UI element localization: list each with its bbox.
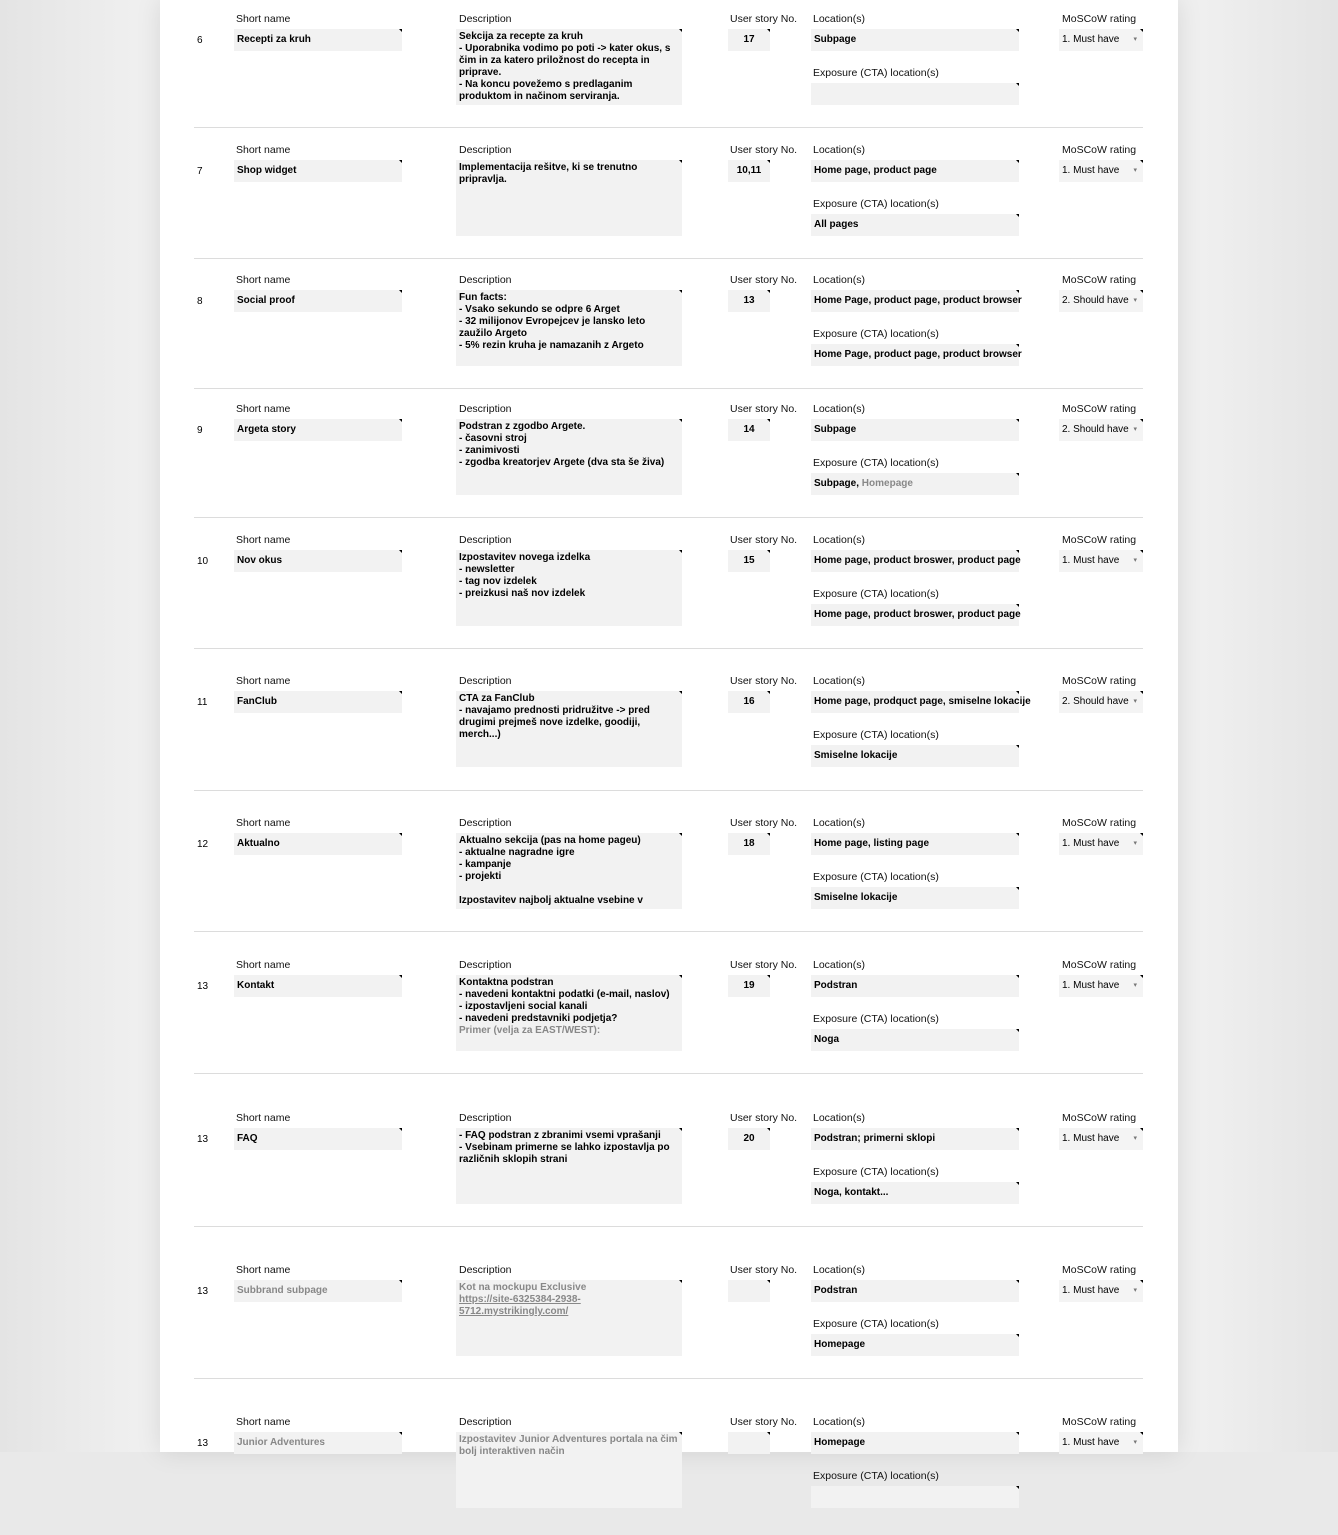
description-text: CTA za FanClub - navajamo prednosti pridružitve -> pred drugimi prejmeš nove izdelke, goodiji, merch...) — [459, 693, 650, 740]
description-text: Implementacija rešitve, ki se trenutno pripravlja. — [459, 162, 641, 185]
exposure-field[interactable] — [811, 745, 1019, 767]
row-number: 13 — [197, 1134, 209, 1145]
moscow-value: 1. Must have — [1062, 980, 1120, 991]
exposure-label: Exposure (CTA) location(s) — [813, 67, 939, 79]
exposure-label: Exposure (CTA) location(s) — [813, 457, 939, 469]
short-name-label: Short name — [236, 144, 291, 156]
user-story-field[interactable]: 17 — [728, 29, 770, 51]
row-number: 6 — [197, 35, 203, 46]
description-label: Description — [459, 13, 512, 25]
moscow-value: 1. Must have — [1062, 1437, 1120, 1448]
moscow-select[interactable] — [1059, 1128, 1143, 1150]
moscow-label: MoSCoW rating — [1062, 1112, 1137, 1124]
row-number: 12 — [197, 839, 209, 850]
chevron-down-icon: ▾ — [1133, 1135, 1137, 1142]
user-story-field[interactable]: 13 — [728, 290, 770, 312]
description-field[interactable] — [456, 1432, 682, 1508]
feature-row — [160, 1111, 1178, 1231]
moscow-value: 1. Must have — [1062, 555, 1120, 566]
exposure-text: All pages — [814, 219, 859, 230]
moscow-select[interactable] — [1059, 691, 1143, 713]
moscow-label: MoSCoW rating — [1062, 13, 1137, 25]
chevron-down-icon: ▾ — [1133, 557, 1137, 564]
user-story-label: User story No. — [730, 1416, 798, 1428]
description-field[interactable] — [456, 419, 682, 495]
locations-label: Location(s) — [813, 274, 865, 286]
moscow-label: MoSCoW rating — [1062, 403, 1137, 415]
row-divider — [194, 1226, 1143, 1227]
locations-label: Location(s) — [813, 817, 865, 829]
feature-row — [160, 402, 1178, 522]
exposure-text: Homepage — [814, 1339, 866, 1350]
moscow-value: 2. Should have — [1062, 424, 1129, 435]
moscow-value: 1. Must have — [1062, 838, 1120, 849]
feature-row — [160, 958, 1178, 1078]
user-story-field[interactable]: 18 — [728, 833, 770, 855]
short-name-label: Short name — [236, 1416, 291, 1428]
requirements-sheet — [160, 0, 1178, 1482]
locations-field[interactable]: Podstran; primerni sklopi — [811, 1128, 1019, 1150]
exposure-muted-text: Homepage — [861, 478, 913, 489]
exposure-label: Exposure (CTA) location(s) — [813, 588, 939, 600]
moscow-select[interactable] — [1059, 160, 1143, 182]
row-divider — [194, 517, 1143, 518]
description-field[interactable] — [456, 975, 682, 1051]
moscow-select[interactable] — [1059, 29, 1143, 51]
moscow-value: 1. Must have — [1062, 34, 1120, 45]
exposure-text: Subpage, — [814, 478, 862, 489]
short-name-label: Short name — [236, 13, 291, 25]
exposure-field[interactable] — [811, 1029, 1019, 1051]
description-label: Description — [459, 534, 512, 546]
locations-field[interactable]: Home Page, product page, product browser — [811, 290, 1019, 312]
description-field[interactable] — [456, 833, 682, 909]
moscow-value: 2. Should have — [1062, 696, 1129, 707]
user-story-field[interactable]: 10,11 — [728, 160, 770, 182]
exposure-field[interactable] — [811, 83, 1019, 105]
feature-row — [160, 143, 1178, 263]
description-field[interactable] — [456, 691, 682, 767]
exposure-field[interactable] — [811, 1334, 1019, 1356]
moscow-label: MoSCoW rating — [1062, 274, 1137, 286]
description-muted-text: Izpostavitev Junior Adventures portala na čim bolj interaktiven način — [459, 1434, 681, 1457]
locations-field[interactable]: Podstran — [811, 1280, 1019, 1302]
short-name-label: Short name — [236, 959, 291, 971]
user-story-field[interactable] — [728, 1280, 770, 1302]
user-story-label: User story No. — [730, 403, 798, 415]
short-name-field[interactable]: FanClub — [234, 691, 402, 713]
chevron-down-icon: ▾ — [1133, 698, 1137, 705]
chevron-down-icon: ▾ — [1133, 297, 1137, 304]
moscow-label: MoSCoW rating — [1062, 144, 1137, 156]
description-label: Description — [459, 675, 512, 687]
chevron-down-icon: ▾ — [1133, 36, 1137, 43]
user-story-field[interactable]: 14 — [728, 419, 770, 441]
moscow-value: 1. Must have — [1062, 1285, 1120, 1296]
short-name-field[interactable]: Subbrand subpage — [234, 1280, 402, 1302]
short-name-field[interactable]: Kontakt — [234, 975, 402, 997]
short-name-label: Short name — [236, 675, 291, 687]
locations-label: Location(s) — [813, 959, 865, 971]
user-story-label: User story No. — [730, 817, 798, 829]
moscow-label: MoSCoW rating — [1062, 675, 1137, 687]
row-number: 7 — [197, 166, 203, 177]
description-field[interactable] — [456, 29, 682, 105]
moscow-select[interactable] — [1059, 975, 1143, 997]
user-story-label: User story No. — [730, 675, 798, 687]
description-label: Description — [459, 817, 512, 829]
exposure-label: Exposure (CTA) location(s) — [813, 328, 939, 340]
short-name-field[interactable]: Nov okus — [234, 550, 402, 572]
description-text: Kontaktna podstran - navedeni kontaktni podatki (e-mail, naslov) - izpostavljeni social kanali - navedeni predstavniki podjetja? — [459, 977, 670, 1024]
user-story-field[interactable]: 16 — [728, 691, 770, 713]
user-story-field[interactable]: 15 — [728, 550, 770, 572]
locations-field[interactable]: Home page, product broswer, product page — [811, 550, 1019, 572]
feature-row — [160, 533, 1178, 653]
row-number: 13 — [197, 981, 209, 992]
exposure-label: Exposure (CTA) location(s) — [813, 871, 939, 883]
chevron-down-icon: ▾ — [1133, 167, 1137, 174]
exposure-field[interactable] — [811, 1486, 1019, 1508]
short-name-field[interactable]: Aktualno — [234, 833, 402, 855]
exposure-label: Exposure (CTA) location(s) — [813, 198, 939, 210]
description-field[interactable] — [456, 1128, 682, 1204]
description-text: Podstran z zgodbo Argete. - časovni stroj - zanimivosti - zgodba kreatorjev Argete (dva sta še živa) — [459, 421, 665, 468]
feature-row — [160, 674, 1178, 794]
exposure-label: Exposure (CTA) location(s) — [813, 1318, 939, 1330]
exposure-text: Noga — [814, 1034, 839, 1045]
moscow-label: MoSCoW rating — [1062, 1264, 1137, 1276]
user-story-label: User story No. — [730, 144, 798, 156]
locations-field[interactable]: Home page, product page — [811, 160, 1019, 182]
row-divider — [194, 648, 1143, 649]
exposure-label: Exposure (CTA) location(s) — [813, 1013, 939, 1025]
exposure-field[interactable] — [811, 887, 1019, 909]
user-story-label: User story No. — [730, 1264, 798, 1276]
row-divider — [194, 388, 1143, 389]
row-number: 9 — [197, 425, 203, 436]
moscow-select[interactable] — [1059, 290, 1143, 312]
description-label: Description — [459, 959, 512, 971]
moscow-select[interactable] — [1059, 419, 1143, 441]
moscow-label: MoSCoW rating — [1062, 1416, 1137, 1428]
description-muted-text: Primer (velja za EAST/WEST): — [459, 1025, 601, 1036]
exposure-field[interactable] — [811, 1182, 1019, 1204]
description-field[interactable] — [456, 550, 682, 626]
moscow-select[interactable] — [1059, 550, 1143, 572]
exposure-text: Home Page, product page, product browser — [814, 349, 1022, 360]
description-text: Aktualno sekcija (pas na home pageu) - aktualne nagradne igre - kampanje - projekti Izpostavitev najbolj aktualne vsebine v — [459, 835, 643, 906]
description-text: - FAQ podstran z zbranimi vsemi vprašanji - Vsebinam primerne se lahko izpostavlja po različnih sklopih strani — [459, 1130, 670, 1165]
row-divider — [194, 790, 1143, 791]
feature-row — [160, 273, 1178, 393]
locations-label: Location(s) — [813, 1264, 865, 1276]
exposure-label: Exposure (CTA) location(s) — [813, 1166, 939, 1178]
chevron-down-icon: ▾ — [1133, 840, 1137, 847]
user-story-label: User story No. — [730, 959, 798, 971]
moscow-select[interactable] — [1059, 1432, 1143, 1454]
description-label: Description — [459, 1264, 512, 1276]
short-name-field[interactable]: Social proof — [234, 290, 402, 312]
moscow-select[interactable] — [1059, 1280, 1143, 1302]
description-text: Izpostavitev novega izdelka - newsletter - tag nov izdelek - preizkusi naš nov izdelek — [459, 552, 591, 599]
feature-row — [160, 1263, 1178, 1383]
locations-label: Location(s) — [813, 403, 865, 415]
moscow-label: MoSCoW rating — [1062, 959, 1137, 971]
moscow-label: MoSCoW rating — [1062, 817, 1137, 829]
exposure-field[interactable] — [811, 214, 1019, 236]
locations-label: Location(s) — [813, 13, 865, 25]
short-name-field[interactable]: Shop widget — [234, 160, 402, 182]
exposure-text: Home page, product broswer, product page — [814, 609, 1021, 620]
row-number: 10 — [197, 556, 209, 567]
exposure-label: Exposure (CTA) location(s) — [813, 1470, 939, 1482]
row-divider — [194, 127, 1143, 128]
row-number: 11 — [197, 697, 208, 708]
locations-field[interactable]: Home page, prodquct page, smiselne lokacije — [811, 691, 1019, 713]
chevron-down-icon: ▾ — [1133, 426, 1137, 433]
user-story-field[interactable] — [728, 1432, 770, 1454]
exposure-field[interactable] — [811, 344, 1022, 366]
row-number: 8 — [197, 296, 203, 307]
short-name-field[interactable]: Junior Adventures — [234, 1432, 402, 1454]
description-field[interactable] — [456, 1280, 682, 1356]
moscow-select[interactable] — [1059, 833, 1143, 855]
description-field[interactable] — [456, 160, 682, 236]
short-name-label: Short name — [236, 1264, 291, 1276]
description-link[interactable]: https://site-6325384-2938-5712.mystrikingly.com/ — [459, 1294, 581, 1317]
description-label: Description — [459, 144, 512, 156]
description-label: Description — [459, 1112, 512, 1124]
user-story-label: User story No. — [730, 1112, 798, 1124]
locations-field[interactable]: Subpage — [811, 29, 1019, 51]
short-name-label: Short name — [236, 817, 291, 829]
short-name-label: Short name — [236, 1112, 291, 1124]
moscow-value: 1. Must have — [1062, 1133, 1120, 1144]
short-name-field[interactable]: Argeta story — [234, 419, 402, 441]
exposure-field[interactable] — [811, 473, 1019, 495]
exposure-text: Smiselne lokacije — [814, 750, 898, 761]
user-story-label: User story No. — [730, 13, 798, 25]
locations-label: Location(s) — [813, 144, 865, 156]
locations-field[interactable]: Home page, listing page — [811, 833, 1019, 855]
user-story-label: User story No. — [730, 274, 798, 286]
row-divider — [194, 1073, 1143, 1074]
user-story-field[interactable]: 20 — [728, 1128, 770, 1150]
chevron-down-icon: ▾ — [1133, 1287, 1137, 1294]
chevron-down-icon: ▾ — [1133, 1439, 1137, 1446]
row-number: 13 — [197, 1286, 209, 1297]
locations-field[interactable]: Homepage — [811, 1432, 1019, 1454]
moscow-value: 1. Must have — [1062, 165, 1120, 176]
feature-row — [160, 1415, 1178, 1535]
moscow-label: MoSCoW rating — [1062, 534, 1137, 546]
description-label: Description — [459, 274, 512, 286]
exposure-label: Exposure (CTA) location(s) — [813, 729, 939, 741]
locations-label: Location(s) — [813, 675, 865, 687]
moscow-value: 2. Should have — [1062, 295, 1129, 306]
short-name-label: Short name — [236, 403, 291, 415]
description-text: Sekcija za recepte za kruh - Uporabnika vodimo po poti -> kater okus, s čim in za katero priložnost do recepta in priprave. - Na koncu povežemo s predlaganim produktom in načinom serviranja. — [459, 31, 671, 102]
description-text: Fun facts: - Vsako sekundo se odpre 6 Arget - 32 milijonov Evropejcev je lansko leto zaužilo Argeto - 5% rezin kruha je namazanih z Argeto — [459, 292, 646, 351]
row-divider — [194, 258, 1143, 259]
exposure-text: Smiselne lokacije — [814, 892, 898, 903]
description-label: Description — [459, 403, 512, 415]
row-number: 13 — [197, 1438, 209, 1449]
exposure-text: Noga, kontakt... — [814, 1187, 889, 1198]
locations-field[interactable]: Subpage — [811, 419, 1019, 441]
locations-field[interactable]: Podstran — [811, 975, 1019, 997]
chevron-down-icon: ▾ — [1133, 982, 1137, 989]
short-name-field[interactable]: Recepti za kruh — [234, 29, 402, 51]
exposure-field[interactable] — [811, 604, 1019, 626]
feature-row — [160, 12, 1178, 132]
row-divider — [194, 931, 1143, 932]
user-story-field[interactable]: 19 — [728, 975, 770, 997]
user-story-label: User story No. — [730, 534, 798, 546]
locations-label: Location(s) — [813, 1112, 865, 1124]
feature-row — [160, 816, 1178, 936]
short-name-label: Short name — [236, 534, 291, 546]
description-field[interactable] — [456, 290, 682, 366]
description-label: Description — [459, 1416, 512, 1428]
row-divider — [194, 1378, 1143, 1379]
locations-label: Location(s) — [813, 1416, 865, 1428]
short-name-field[interactable]: FAQ — [234, 1128, 402, 1150]
locations-label: Location(s) — [813, 534, 865, 546]
description-muted-text: Kot na mockupu Exclusive — [459, 1282, 587, 1293]
short-name-label: Short name — [236, 274, 291, 286]
